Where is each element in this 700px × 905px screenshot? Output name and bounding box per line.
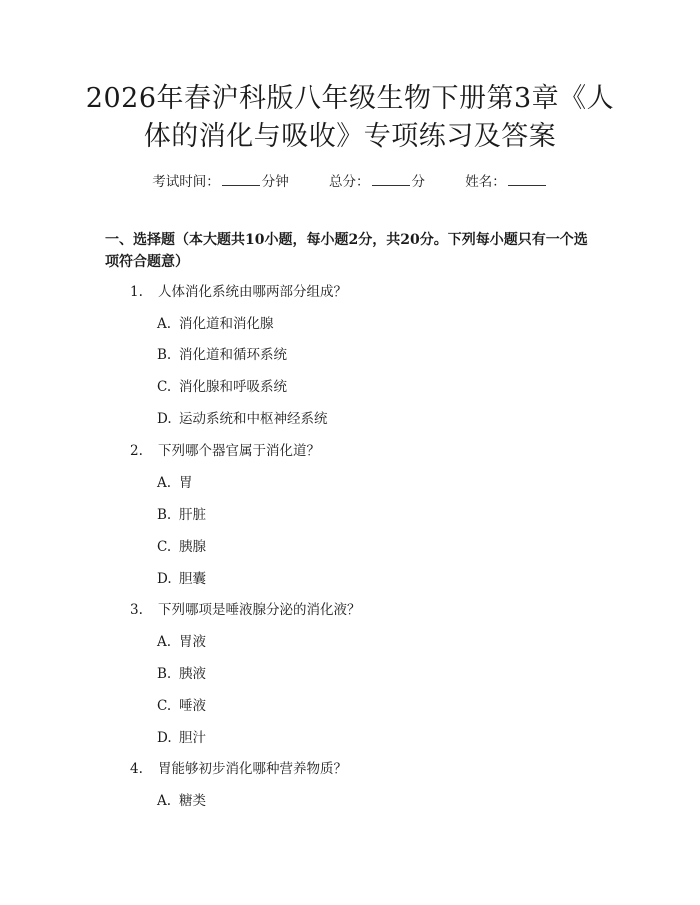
section-heading-line-1: 一、选择题（本大题共10小题，每小题2分，共20分。下列每小题只有一个选	[105, 232, 588, 248]
question-4	[130, 760, 347, 778]
question-1-option-a	[157, 315, 274, 333]
question-3-option-a	[157, 633, 206, 651]
exam-time-blank	[222, 173, 260, 186]
option-text: 胃液	[179, 634, 206, 650]
section-heading-line-2: 项符合题意）	[105, 254, 189, 270]
question-1-option-d	[157, 410, 328, 428]
option-letter: C.	[157, 698, 172, 714]
total-score-blank	[372, 173, 410, 186]
question-4-option-a	[157, 792, 206, 810]
option-text: 糖类	[179, 793, 206, 809]
question-3-option-d	[157, 729, 206, 747]
question-1-option-b	[157, 346, 287, 364]
exam-time-field	[152, 174, 293, 190]
exam-time-label: 考试时间：	[152, 174, 220, 190]
total-score-unit: 分	[411, 174, 425, 190]
option-letter: A.	[157, 316, 172, 332]
exam-time-unit: 分钟	[261, 174, 289, 190]
option-letter: A.	[157, 793, 172, 809]
option-letter: A.	[157, 475, 172, 491]
question-number: 3.	[130, 602, 143, 618]
question-text: 胃能够初步消化哪种营养物质？	[158, 761, 347, 777]
option-letter: C.	[157, 379, 172, 395]
option-letter: B.	[157, 347, 172, 363]
option-text: 消化腺和呼吸系统	[179, 379, 287, 395]
question-number: 1.	[130, 284, 143, 300]
option-letter: B.	[157, 507, 172, 523]
question-2-option-d	[157, 570, 206, 588]
page-title	[60, 80, 640, 156]
question-1	[130, 283, 347, 301]
option-text: 胰液	[179, 666, 206, 682]
option-letter: A.	[157, 634, 172, 650]
option-text: 消化道和消化腺	[179, 316, 274, 332]
student-name-label: 姓名：	[465, 174, 506, 190]
option-text: 消化道和循环系统	[179, 347, 287, 363]
exam-info-row	[0, 170, 700, 190]
option-letter: D.	[157, 730, 172, 746]
student-name-field	[465, 174, 548, 190]
total-score-label: 总分：	[329, 174, 370, 190]
option-text: 胆囊	[179, 571, 206, 587]
option-text: 胆汁	[179, 730, 206, 746]
student-name-blank	[508, 173, 546, 186]
title-line-2: 体的消化与吸收》专项练习及答案	[143, 121, 557, 152]
option-letter: B.	[157, 666, 172, 682]
total-score-field	[329, 174, 429, 190]
question-2-option-a	[157, 474, 193, 492]
question-text: 人体消化系统由哪两部分组成？	[158, 284, 347, 300]
option-letter: D.	[157, 411, 172, 427]
question-3-option-b	[157, 665, 206, 683]
title-line-1: 2026年春沪科版八年级生物下册第3章《人	[85, 83, 615, 114]
option-letter: C.	[157, 539, 172, 555]
question-2	[130, 442, 320, 460]
option-text: 运动系统和中枢神经系统	[179, 411, 328, 427]
question-text: 下列哪项是唾液腺分泌的消化液？	[158, 602, 361, 618]
question-1-option-c	[157, 378, 287, 396]
question-2-option-b	[157, 506, 206, 524]
option-text: 唾液	[179, 698, 206, 714]
option-text: 胰腺	[179, 539, 206, 555]
option-text: 肝脏	[179, 507, 206, 523]
option-text: 胃	[179, 475, 193, 491]
question-3	[130, 601, 361, 619]
section-heading	[105, 229, 605, 273]
question-number: 2.	[130, 443, 143, 459]
option-letter: D.	[157, 571, 172, 587]
question-number: 4.	[130, 761, 143, 777]
question-2-option-c	[157, 538, 206, 556]
question-text: 下列哪个器官属于消化道？	[158, 443, 320, 459]
question-3-option-c	[157, 697, 206, 715]
